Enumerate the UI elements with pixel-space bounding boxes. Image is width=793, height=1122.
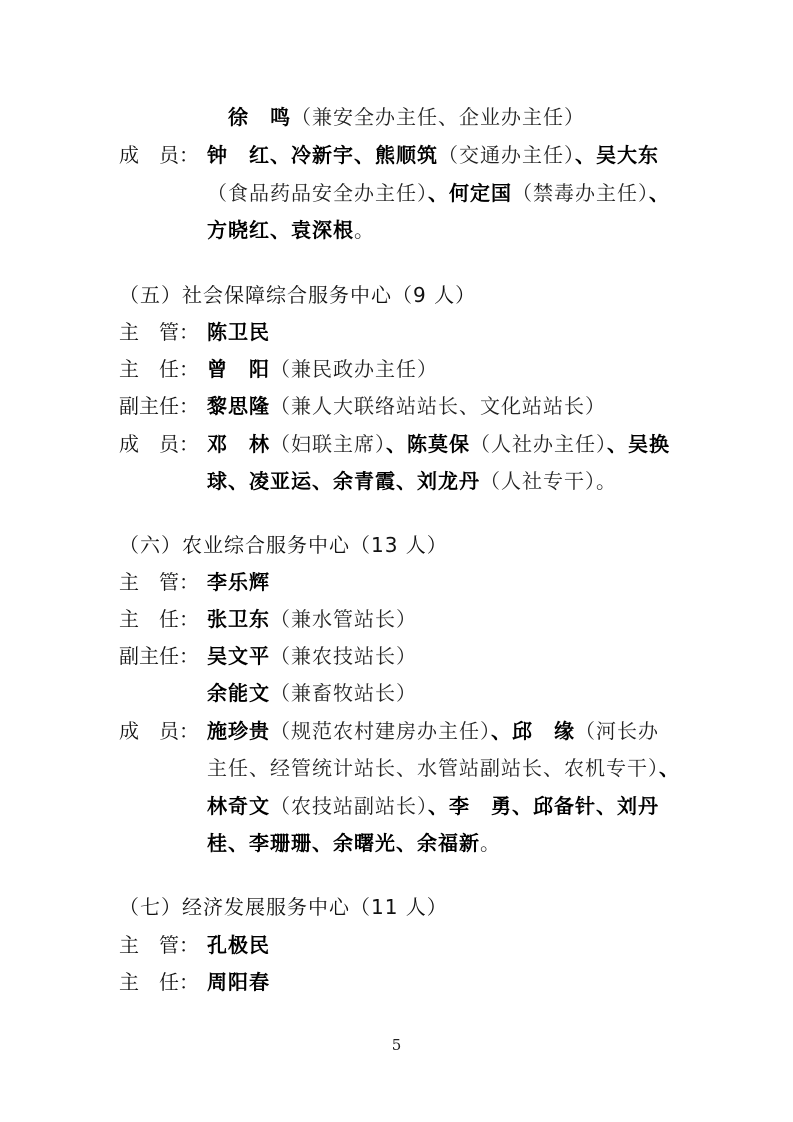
person-name: 冷新宇 <box>291 143 354 167</box>
role-note: （人社办主任） <box>470 432 607 456</box>
person-name: 邱 缘 <box>512 719 575 743</box>
person-name: 刘丹 <box>617 794 659 818</box>
full-stop: 。 <box>354 218 375 242</box>
members-label: 成 员： <box>119 432 199 456</box>
person-name: 徐 鸣 <box>228 105 291 129</box>
person-name: 球 <box>207 469 228 493</box>
person-name: 余曙光 <box>333 831 396 855</box>
separator: 、 <box>575 143 596 167</box>
separator: 、 <box>386 432 407 456</box>
separator: 、 <box>396 469 417 493</box>
separator: 、 <box>649 181 670 205</box>
head-label: 主 管： <box>119 933 199 957</box>
role-note: （农技站副站长） <box>270 794 428 818</box>
person-name: 吴大东 <box>596 143 659 167</box>
person-name: 孔极民 <box>207 933 270 957</box>
role-note: （交通办主任） <box>438 143 575 167</box>
person-name: 陈莫保 <box>407 432 470 456</box>
person-name: 施珍贵 <box>207 719 270 743</box>
person-name: 邓 林 <box>207 432 270 456</box>
deputy-label: 副主任： <box>119 394 199 418</box>
person-name: 林奇文 <box>207 794 270 818</box>
s5-members-line-2 <box>207 467 617 495</box>
s6-head <box>207 568 270 596</box>
members-line-2 <box>207 179 670 207</box>
page-number: 5 <box>391 1036 402 1054</box>
role-note: （兼农技站长） <box>270 644 417 668</box>
section-5-title: （五）社会保障综合服务中心（9 人） <box>119 283 477 307</box>
separator: 、 <box>312 469 333 493</box>
person-name: 李 勇 <box>449 794 512 818</box>
s6-members-line-3 <box>207 792 659 820</box>
person-name: 何定国 <box>449 181 512 205</box>
s5-members-line-1 <box>207 430 670 458</box>
person-name: 黎思隆 <box>207 394 270 418</box>
person-name: 桂 <box>207 831 228 855</box>
s6-director <box>207 605 417 633</box>
separator: 、 <box>512 794 533 818</box>
person-name: 李珊珊 <box>249 831 312 855</box>
separator: 、 <box>354 143 375 167</box>
separator: 、 <box>228 831 249 855</box>
person-name: 曾 阳 <box>207 357 270 381</box>
person-name: 余能文 <box>207 681 270 705</box>
separator: 、 <box>428 181 449 205</box>
entry-xu-ming <box>228 103 585 131</box>
s6-members-line-2 <box>207 754 680 782</box>
members-line-1 <box>207 141 659 169</box>
section-7-title: （七）经济发展服务中心（11 人） <box>119 895 448 919</box>
s5-head <box>207 318 270 346</box>
members-label: 成 员： <box>119 143 199 167</box>
role-note: （兼畜牧站长） <box>270 681 417 705</box>
person-name: 吴换 <box>628 432 670 456</box>
person-name: 邱备针 <box>533 794 596 818</box>
person-name: 李乐辉 <box>207 570 270 594</box>
person-name: 余福新 <box>417 831 480 855</box>
separator: 、 <box>491 719 512 743</box>
s6-members-line-1 <box>207 717 659 745</box>
person-name: 方晓红 <box>207 218 270 242</box>
person-name: 余青霞 <box>333 469 396 493</box>
section-6-title: （六）农业综合服务中心（13 人） <box>119 533 448 557</box>
separator: 、 <box>428 794 449 818</box>
person-name: 凌亚运 <box>249 469 312 493</box>
head-label: 主 管： <box>119 570 199 594</box>
director-label: 主 任： <box>119 607 199 631</box>
role-note: （兼人大联络站站长、文化站站长） <box>270 394 606 418</box>
s6-deputy-2 <box>207 679 417 707</box>
separator: 、 <box>607 432 628 456</box>
role-note: （兼安全办主任、企业办主任） <box>291 105 585 129</box>
separator: 、 <box>312 831 333 855</box>
separator: 、 <box>270 143 291 167</box>
separator: 、 <box>228 469 249 493</box>
members-line-3 <box>207 216 375 244</box>
person-name: 周阳春 <box>207 970 270 994</box>
role-note: （禁毒办主任） <box>512 181 649 205</box>
separator: 、 <box>596 794 617 818</box>
s6-deputy-1 <box>207 642 417 670</box>
person-name: 陈卫民 <box>207 320 270 344</box>
person-name: 张卫东 <box>207 607 270 631</box>
s5-deputy <box>207 392 606 420</box>
person-name: 吴文平 <box>207 644 270 668</box>
role-note: 主任、经管统计站长、水管站副站长、农机专干） <box>207 756 659 780</box>
head-label: 主 管： <box>119 320 199 344</box>
members-label: 成 员： <box>119 719 199 743</box>
s5-director <box>207 355 438 383</box>
person-name: 熊顺筑 <box>375 143 438 167</box>
person-name: 袁深根 <box>291 218 354 242</box>
role-note: （规范农村建房办主任） <box>270 719 491 743</box>
director-label: 主 任： <box>119 357 199 381</box>
separator: 、 <box>659 756 680 780</box>
role-note: （人社专干） <box>480 469 596 493</box>
person-name: 钟 红 <box>207 143 270 167</box>
role-note: （兼水管站长） <box>270 607 417 631</box>
role-note: （兼民政办主任） <box>270 357 438 381</box>
deputy-label: 副主任： <box>119 644 199 668</box>
full-stop: 。 <box>480 831 501 855</box>
role-note: （食品药品安全办主任） <box>207 181 428 205</box>
role-note: （河长办 <box>575 719 659 743</box>
role-note: （妇联主席） <box>270 432 386 456</box>
s6-members-line-4 <box>207 829 501 857</box>
s7-head <box>207 931 270 959</box>
person-name: 刘龙丹 <box>417 469 480 493</box>
s7-director <box>207 968 270 996</box>
full-stop: 。 <box>596 469 617 493</box>
director-label: 主 任： <box>119 970 199 994</box>
separator: 、 <box>270 218 291 242</box>
separator: 、 <box>396 831 417 855</box>
